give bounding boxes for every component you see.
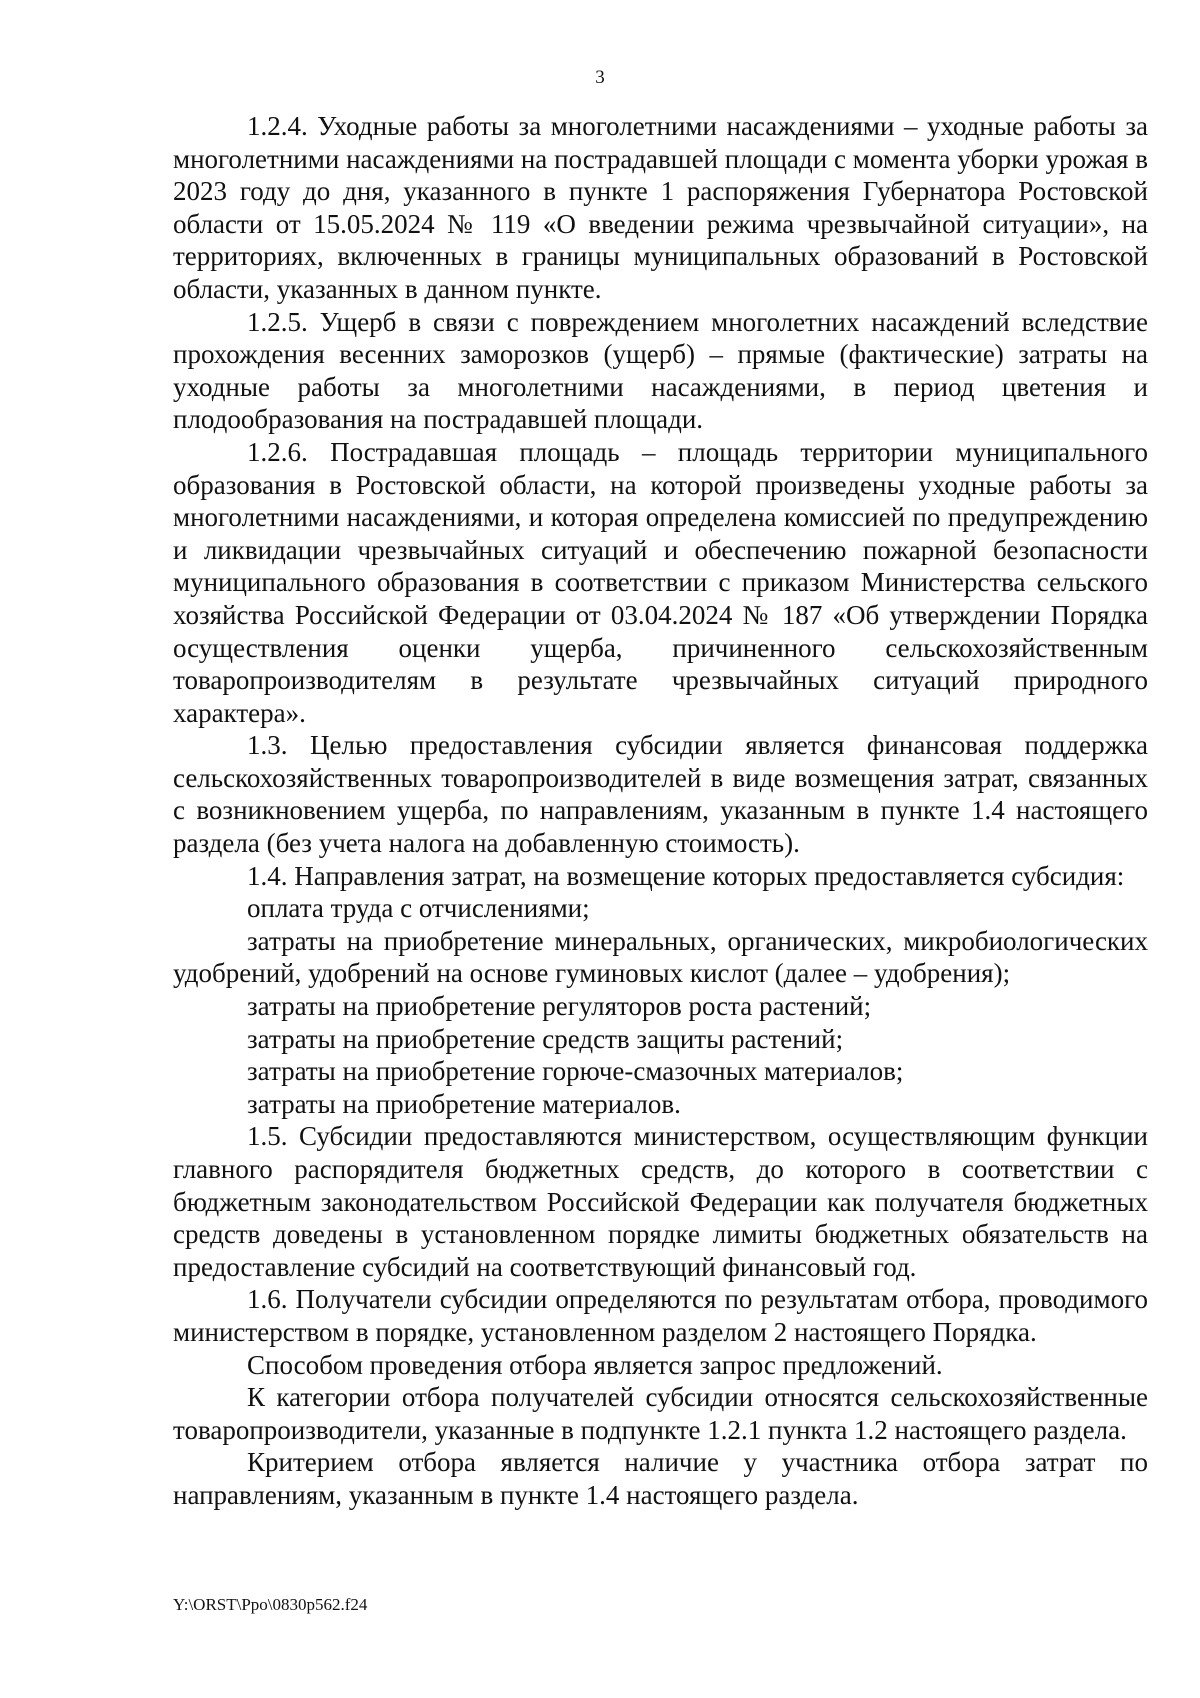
document-body	[173, 110, 1148, 1512]
list-item-fertilizers: затраты на приобретение минеральных, органических, микробиологических удобрений, удобрений на основе гуминовых кислот (далее – удобрения);	[173, 925, 1148, 989]
list-item-plant-protection: затраты на приобретение средств защиты растений;	[247, 1023, 844, 1054]
file-path-footer: Y:\ORST\Ppo\0830p562.f24	[173, 1595, 368, 1614]
list-item-labor: оплата труда с отчислениями;	[247, 893, 590, 924]
paragraph-1-4: 1.4. Направления затрат, на возмещение которых предоставляется субсидия:	[247, 860, 1125, 891]
paragraph-1-2-6: 1.2.6. Пострадавшая площадь – площадь территории муниципального образования в Ростовской области, на которой произведены уходные работы за многолетними насаждениями, и которая определена комиссией по предупреждению и ликвидации чрезвычайных ситуаций и обеспечению пожарной безопасности муниципального образования в соответствии с приказом Министерства сельского хозяйства Российской Федерации от 03.04.2024 № 187 «Об утверждении Порядка осуществления оценки ущерба, причиненного сельскохозяйственным товаропроизводителям в результате чрезвычайных ситуаций природного характера».	[173, 436, 1148, 728]
paragraph-selection-category: К категории отбора получателей субсидии относятся сельскохозяйственные товаропроизводители, указанные в подпункте 1.2.1 пункта 1.2 настоящего раздела.	[173, 1382, 1148, 1445]
paragraph-selection-method: Способом проведения отбора является запрос предложений.	[247, 1349, 943, 1380]
paragraph-1-2-4: 1.2.4. Уходные работы за многолетними насаждениями – уходные работы за многолетними насаждениями на пострадавшей площади с момента уборки урожая в 2023 году до дня, указанного в пункте 1 распоряжения Губернатора Ростовской области от 15.05.2024 № 119 «О введении режима чрезвычайной ситуации», на территориях, включенных в границы муниципальных образований в Ростовской области, указанных в данном пункте.	[173, 111, 1148, 304]
paragraph-selection-criterion: Критерием отбора является наличие у участника отбора затрат по направлениям, указанным в пункте 1.4 настоящего раздела.	[173, 1447, 1148, 1510]
paragraph-1-3: 1.3. Целью предоставления субсидии является финансовая поддержка сельскохозяйственных товаропроизводителей в виде возмещения затрат, связанных с возникновением ущерба, по направлениям, указанным в пункте 1.4 настоящего раздела (без учета налога на добавленную стоимость).	[173, 730, 1148, 859]
paragraph-1-5: 1.5. Субсидии предоставляются министерством, осуществляющим функции главного распорядителя бюджетных средств, до которого в соответствии с бюджетным законодательством Российской Федерации как получателя бюджетных средств доведены в установленном порядке лимиты бюджетных обязательств на предоставление субсидий на соответствующий финансовый год.	[173, 1121, 1148, 1282]
list-item-growth-regulators: затраты на приобретение регуляторов роста растений;	[247, 991, 872, 1022]
list-item-fuel-lubricants: затраты на приобретение горюче-смазочных материалов;	[247, 1056, 904, 1087]
page-number: 3	[595, 67, 605, 88]
paragraph-1-6: 1.6. Получатели субсидии определяются по результатам отбора, проводимого министерством в порядке, установленном разделом 2 настоящего Порядка.	[173, 1284, 1148, 1347]
list-item-materials: затраты на приобретение материалов.	[247, 1088, 681, 1119]
paragraph-1-2-5: 1.2.5. Ущерб в связи с повреждением многолетних насаждений вследствие прохождения весенних заморозков (ущерб) – прямые (фактические) затраты на уходные работы за многолетними насаждениями, в период цветения и плодообразования на пострадавшей площади.	[173, 306, 1148, 435]
